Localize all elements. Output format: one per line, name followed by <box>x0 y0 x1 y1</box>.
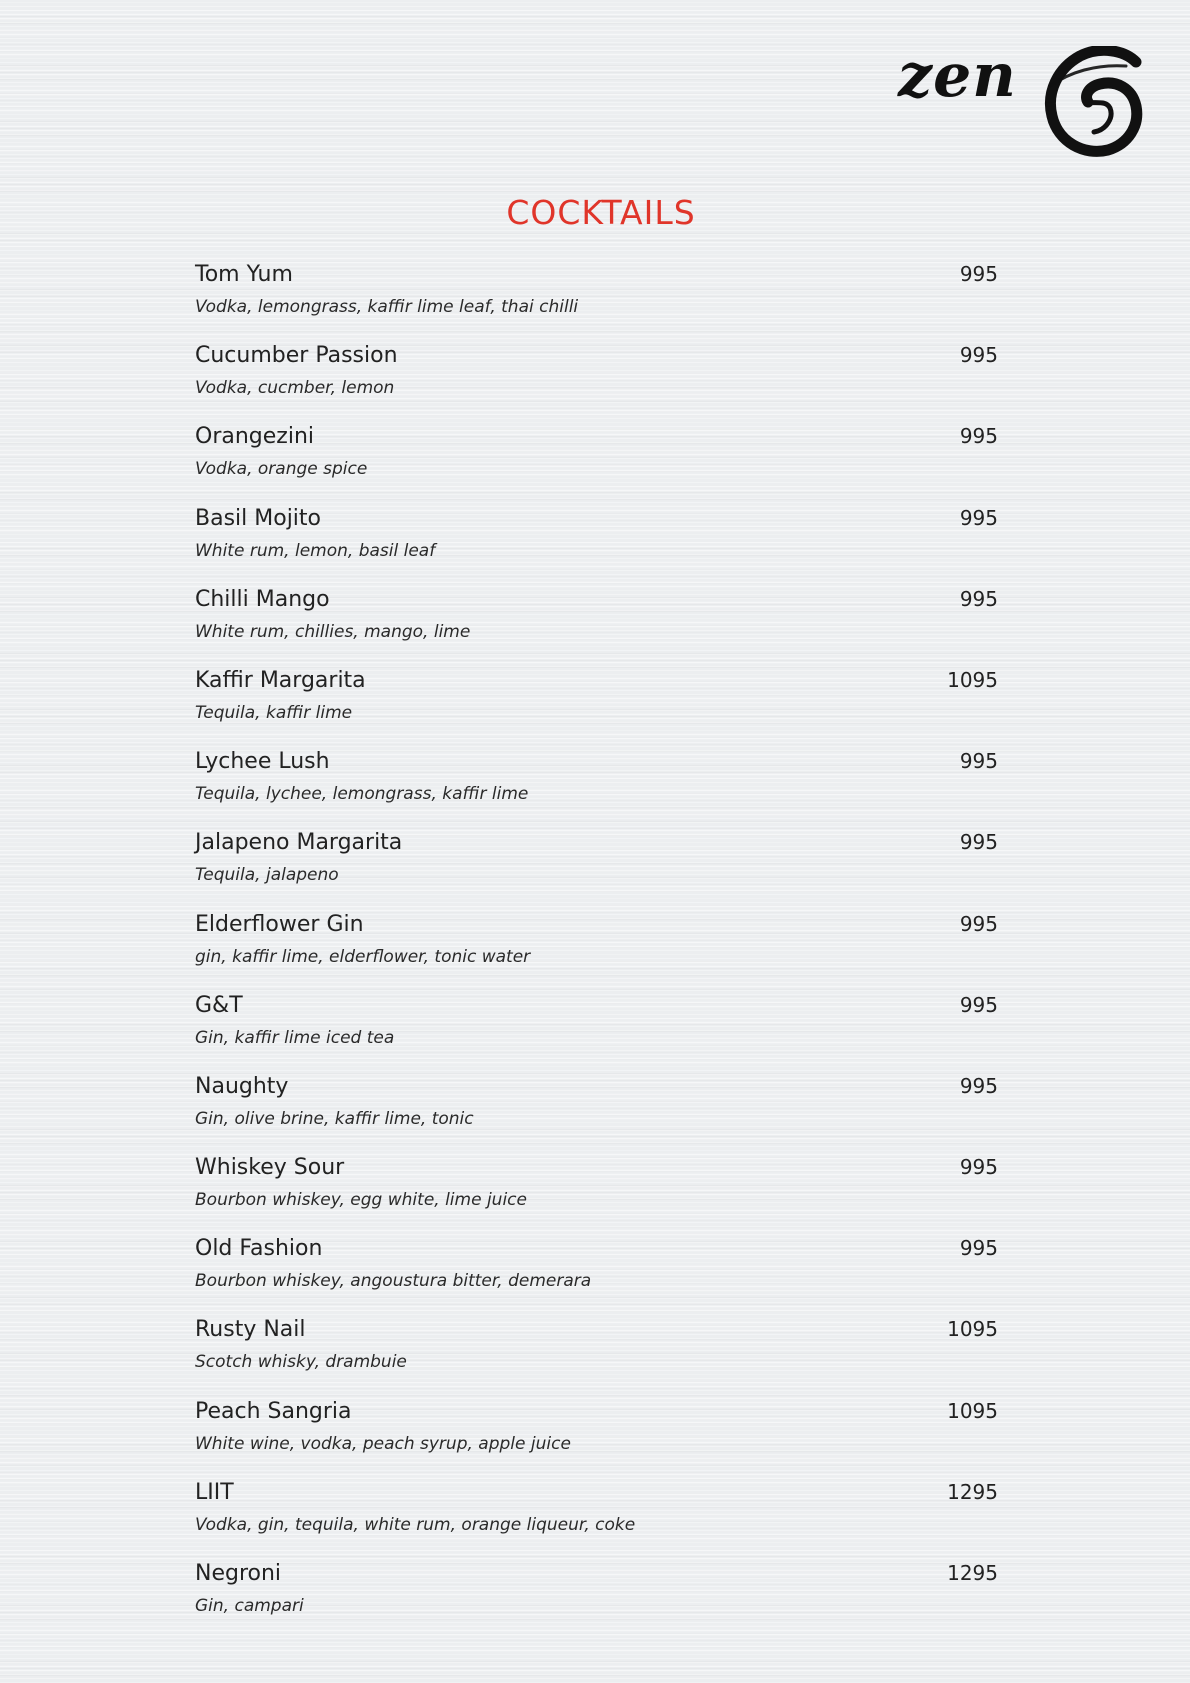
menu-item-price: 995 <box>959 262 998 286</box>
menu-item-description: Tequila, kaffir lime <box>195 702 353 723</box>
menu-item-description: Vodka, lemongrass, kaffir lime leaf, thai chilli <box>195 297 579 317</box>
menu-item-price: 995 <box>959 343 998 368</box>
brand-logo <box>898 41 1144 158</box>
menu-item-price: 995 <box>959 830 998 855</box>
menu-item-description: Bourbon whiskey, angoustura bitter, demerara <box>195 1271 592 1292</box>
section-title: COCKTAILS <box>506 193 696 232</box>
menu-item-name: Jalapeno Margarita <box>195 830 403 856</box>
menu-item-name: Rusty Nail <box>195 1317 306 1343</box>
menu-item <box>195 424 998 505</box>
menu-item-description: Bourbon whiskey, egg white, lime juice <box>195 1190 527 1211</box>
menu-item <box>195 587 998 668</box>
menu-item <box>195 668 998 749</box>
menu-item <box>195 343 998 424</box>
menu-item-description: Gin, campari <box>195 1596 304 1616</box>
menu-item-price: 995 <box>959 911 998 936</box>
menu-item <box>195 830 998 911</box>
menu-item-name: Lychee Lush <box>195 749 330 775</box>
menu-item <box>195 912 998 993</box>
menu-item <box>195 1399 998 1480</box>
menu-item-price: 995 <box>959 749 998 774</box>
menu-item-price: 995 <box>959 505 998 530</box>
menu-item-name: Naughty <box>195 1073 289 1099</box>
menu-item-description: Vodka, cucmber, lemon <box>195 378 395 399</box>
menu-item <box>195 1317 998 1398</box>
menu-item-name: Kaffir Margarita <box>195 667 366 693</box>
menu-item <box>195 1074 998 1155</box>
menu-item-name: Tom Yum <box>195 262 293 287</box>
menu-item-description: Gin, kaffir lime iced tea <box>195 1027 395 1048</box>
menu-item-name: Peach Sangria <box>195 1398 352 1424</box>
menu-item-price: 1095 <box>947 1317 998 1342</box>
menu-item-price: 995 <box>959 1155 998 1180</box>
menu-item-name: G&T <box>195 992 243 1018</box>
menu-list <box>195 262 998 1642</box>
menu-item-name: Old Fashion <box>195 1236 323 1262</box>
menu-item-description: Vodka, orange spice <box>195 459 368 480</box>
logo-wordmark: zen <box>898 41 1017 111</box>
menu-item-price: 1295 <box>947 1561 998 1585</box>
menu-item-description: Vodka, gin, tequila, white rum, orange liqueur, coke <box>195 1514 636 1535</box>
menu-item-name: Basil Mojito <box>195 505 322 531</box>
menu-item-description: Tequila, jalapeno <box>195 865 339 886</box>
menu-item-name: LIIT <box>195 1479 234 1505</box>
menu-item-description: White rum, chillies, mango, lime <box>195 621 471 642</box>
menu-item-description: White rum, lemon, basil leaf <box>195 540 436 561</box>
menu-item-description: Tequila, lychee, lemongrass, kaffir lime <box>195 784 529 805</box>
menu-item-description: White wine, vodka, peach syrup, apple juice <box>195 1433 571 1454</box>
menu-item-description: Gin, olive brine, kaffir lime, tonic <box>195 1108 474 1129</box>
menu-item-price: 995 <box>959 586 998 611</box>
menu-item-description: Scotch whisky, drambuie <box>195 1352 407 1373</box>
menu-item-price: 995 <box>959 424 998 449</box>
menu-item-name: Negroni <box>195 1561 282 1586</box>
menu-item <box>195 1236 998 1317</box>
menu-item-price: 1095 <box>947 667 998 692</box>
menu-item-name: Whiskey Sour <box>195 1155 345 1181</box>
menu-item-description: gin, kaffir lime, elderflower, tonic water <box>195 946 531 967</box>
menu-item-price: 995 <box>959 1073 998 1098</box>
menu-item-name: Cucumber Passion <box>195 343 398 369</box>
menu-item <box>195 1155 998 1236</box>
menu-item-name: Chilli Mango <box>195 586 330 612</box>
menu-item <box>195 1561 998 1642</box>
menu-item <box>195 506 998 587</box>
menu-item-name: Elderflower Gin <box>195 911 364 937</box>
menu-item <box>195 993 998 1074</box>
menu-item-price: 1095 <box>947 1398 998 1423</box>
menu-item <box>195 1480 998 1561</box>
menu-item-price: 995 <box>959 992 998 1017</box>
menu-item-name: Orangezini <box>195 424 315 450</box>
menu-item <box>195 262 998 343</box>
menu-item <box>195 749 998 830</box>
menu-item-price: 1295 <box>947 1479 998 1504</box>
enso-brush-circle-icon <box>1040 46 1144 158</box>
menu-item-price: 995 <box>959 1236 998 1261</box>
